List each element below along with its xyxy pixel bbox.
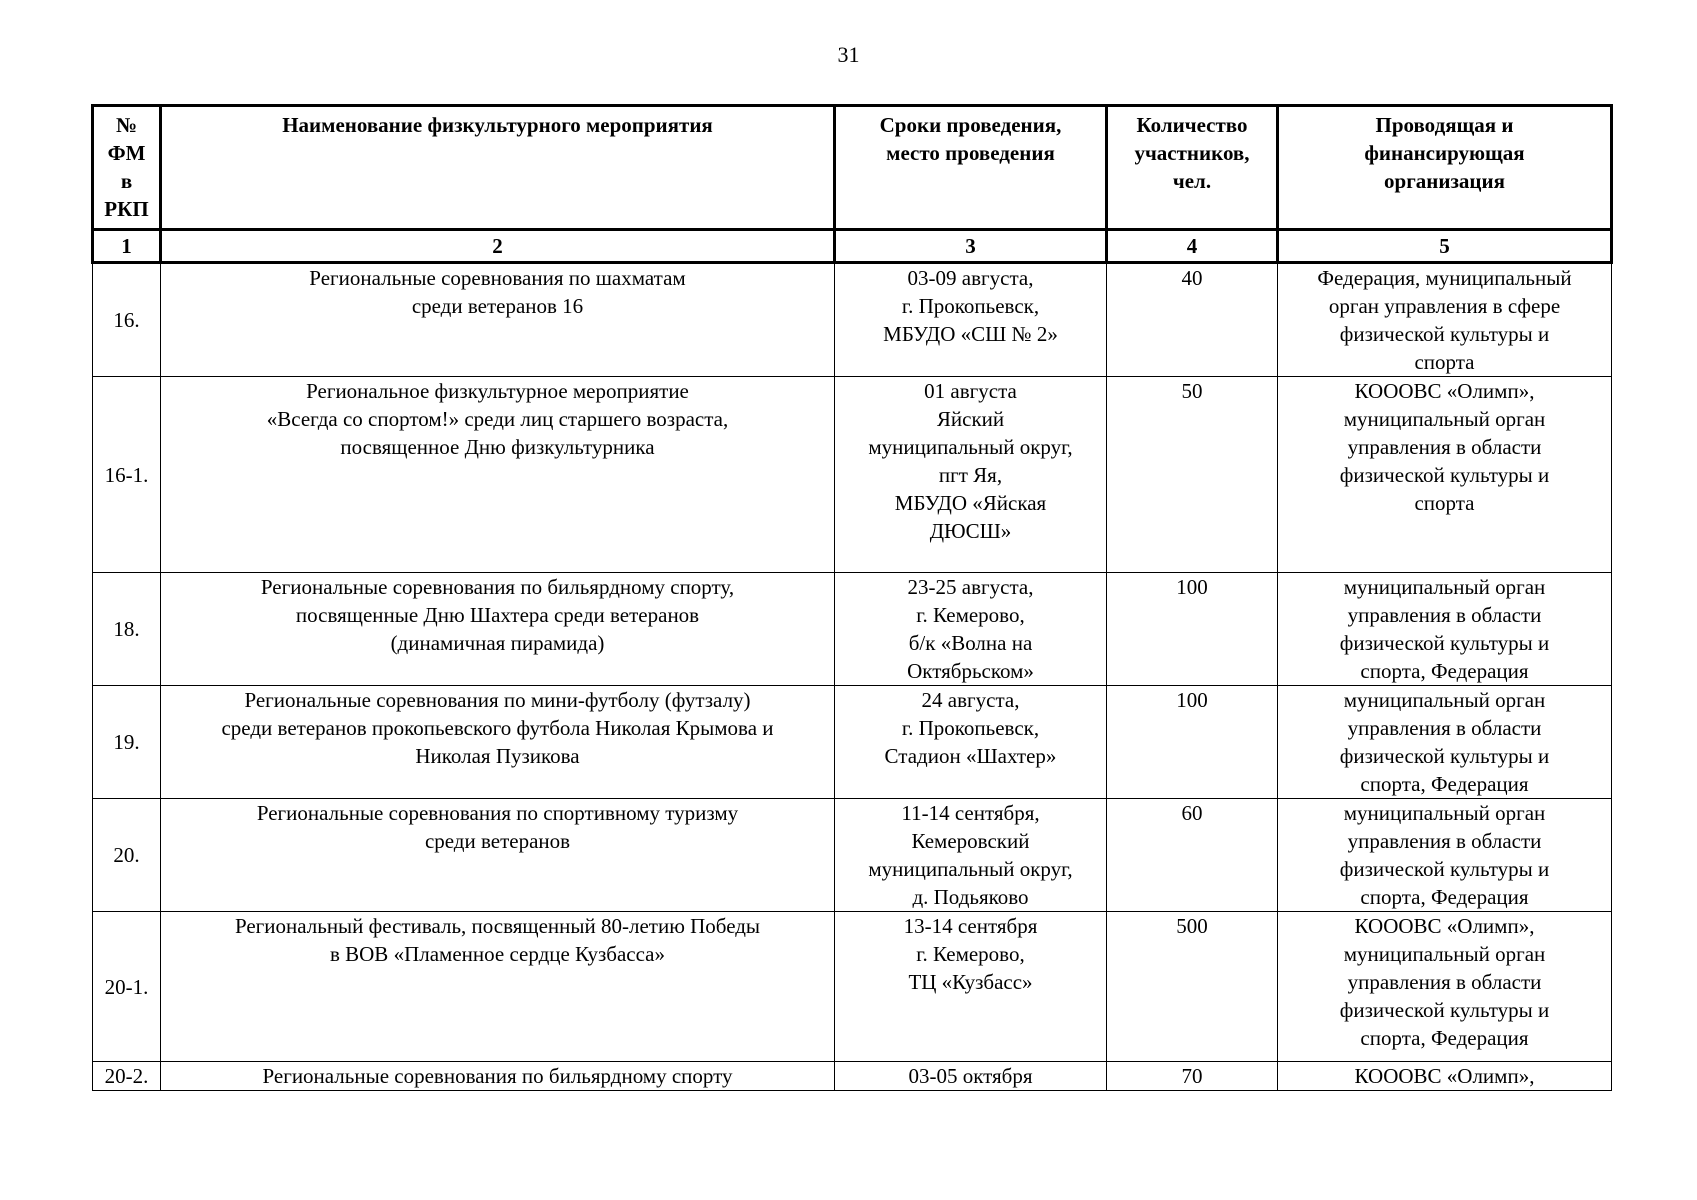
column-number-row (93, 230, 1612, 263)
event-name: Региональные соревнования по бильярдному спорту, посвященные Дню Шахтера среди ветеранов (динамичная пирамида) (161, 573, 835, 686)
row-number: 20-1. (93, 912, 161, 1062)
organization: КОООВС «Олимп», муниципальный орган управления в области физической культуры и спорта (1278, 377, 1612, 573)
event-name: Региональные соревнования по бильярдному спорту (161, 1062, 835, 1091)
row-number: 16-1. (93, 377, 161, 573)
column-number: 5 (1278, 230, 1612, 263)
event-name: Региональный фестиваль, посвященный 80-летию Победы в ВОВ «Пламенное сердце Кузбасса» (161, 912, 835, 1062)
dates-place: 01 августа Яйский муниципальный округ, пгт Яя, МБУДО «Яйская ДЮСШ» (835, 377, 1107, 573)
participants-count: 40 (1107, 263, 1278, 377)
event-name: Региональные соревнования по шахматам среди ветеранов 16 (161, 263, 835, 377)
page-number: 31 (837, 42, 860, 67)
dates-place: 24 августа, г. Прокопьевск, Стадион «Шахтер» (835, 686, 1107, 799)
column-number: 2 (161, 230, 835, 263)
row-number: 20. (93, 799, 161, 912)
table-row (93, 263, 1612, 377)
participants-count: 100 (1107, 686, 1278, 799)
participants-count: 70 (1107, 1062, 1278, 1091)
dates-place: 03-05 октября (835, 1062, 1107, 1091)
header-participants: Количество участников, чел. (1107, 106, 1278, 230)
participants-count: 60 (1107, 799, 1278, 912)
organization: КОООВС «Олимп», муниципальный орган управления в области физической культуры и спорта, Федерация (1278, 912, 1612, 1062)
dates-place: 11-14 сентября, Кемеровский муниципальный округ, д. Подьяково (835, 799, 1107, 912)
row-number: 20-2. (93, 1062, 161, 1091)
row-number: 18. (93, 573, 161, 686)
event-name: Региональное физкультурное мероприятие «Всегда со спортом!» среди лиц старшего возраста, посвященное Дню физкультурника (161, 377, 835, 573)
table-row (93, 573, 1612, 686)
header-dates-place: Сроки проведения, место проведения (835, 106, 1107, 230)
events-table (91, 104, 1613, 1091)
header-event-name: Наименование физкультурного мероприятия (161, 106, 835, 230)
dates-place: 23-25 августа, г. Кемерово, б/к «Волна на Октябрьском» (835, 573, 1107, 686)
event-name: Региональные соревнования по мини-футболу (футзалу) среди ветеранов прокопьевского футбола Николая Крымова и Николая Пузикова (161, 686, 835, 799)
column-number: 4 (1107, 230, 1278, 263)
dates-place: 13-14 сентября г. Кемерово, ТЦ «Кузбасс» (835, 912, 1107, 1062)
header-number: № ФМ в РКП (93, 106, 161, 230)
table-row (93, 799, 1612, 912)
row-number: 16. (93, 263, 161, 377)
column-number: 3 (835, 230, 1107, 263)
participants-count: 100 (1107, 573, 1278, 686)
row-number: 19. (93, 686, 161, 799)
organization: КОООВС «Олимп», (1278, 1062, 1612, 1091)
dates-place: 03-09 августа, г. Прокопьевск, МБУДО «СШ № 2» (835, 263, 1107, 377)
participants-count: 500 (1107, 912, 1278, 1062)
table-row (93, 1062, 1612, 1091)
header-organization: Проводящая и финансирующая организация (1278, 106, 1612, 230)
table-row (93, 912, 1612, 1062)
organization: муниципальный орган управления в области физической культуры и спорта, Федерация (1278, 799, 1612, 912)
header-row (93, 106, 1612, 230)
organization: Федерация, муниципальный орган управления в сфере физической культуры и спорта (1278, 263, 1612, 377)
table-row (93, 686, 1612, 799)
organization: муниципальный орган управления в области физической культуры и спорта, Федерация (1278, 573, 1612, 686)
column-number: 1 (93, 230, 161, 263)
participants-count: 50 (1107, 377, 1278, 573)
table-row (93, 377, 1612, 573)
organization: муниципальный орган управления в области физической культуры и спорта, Федерация (1278, 686, 1612, 799)
event-name: Региональные соревнования по спортивному туризму среди ветеранов (161, 799, 835, 912)
